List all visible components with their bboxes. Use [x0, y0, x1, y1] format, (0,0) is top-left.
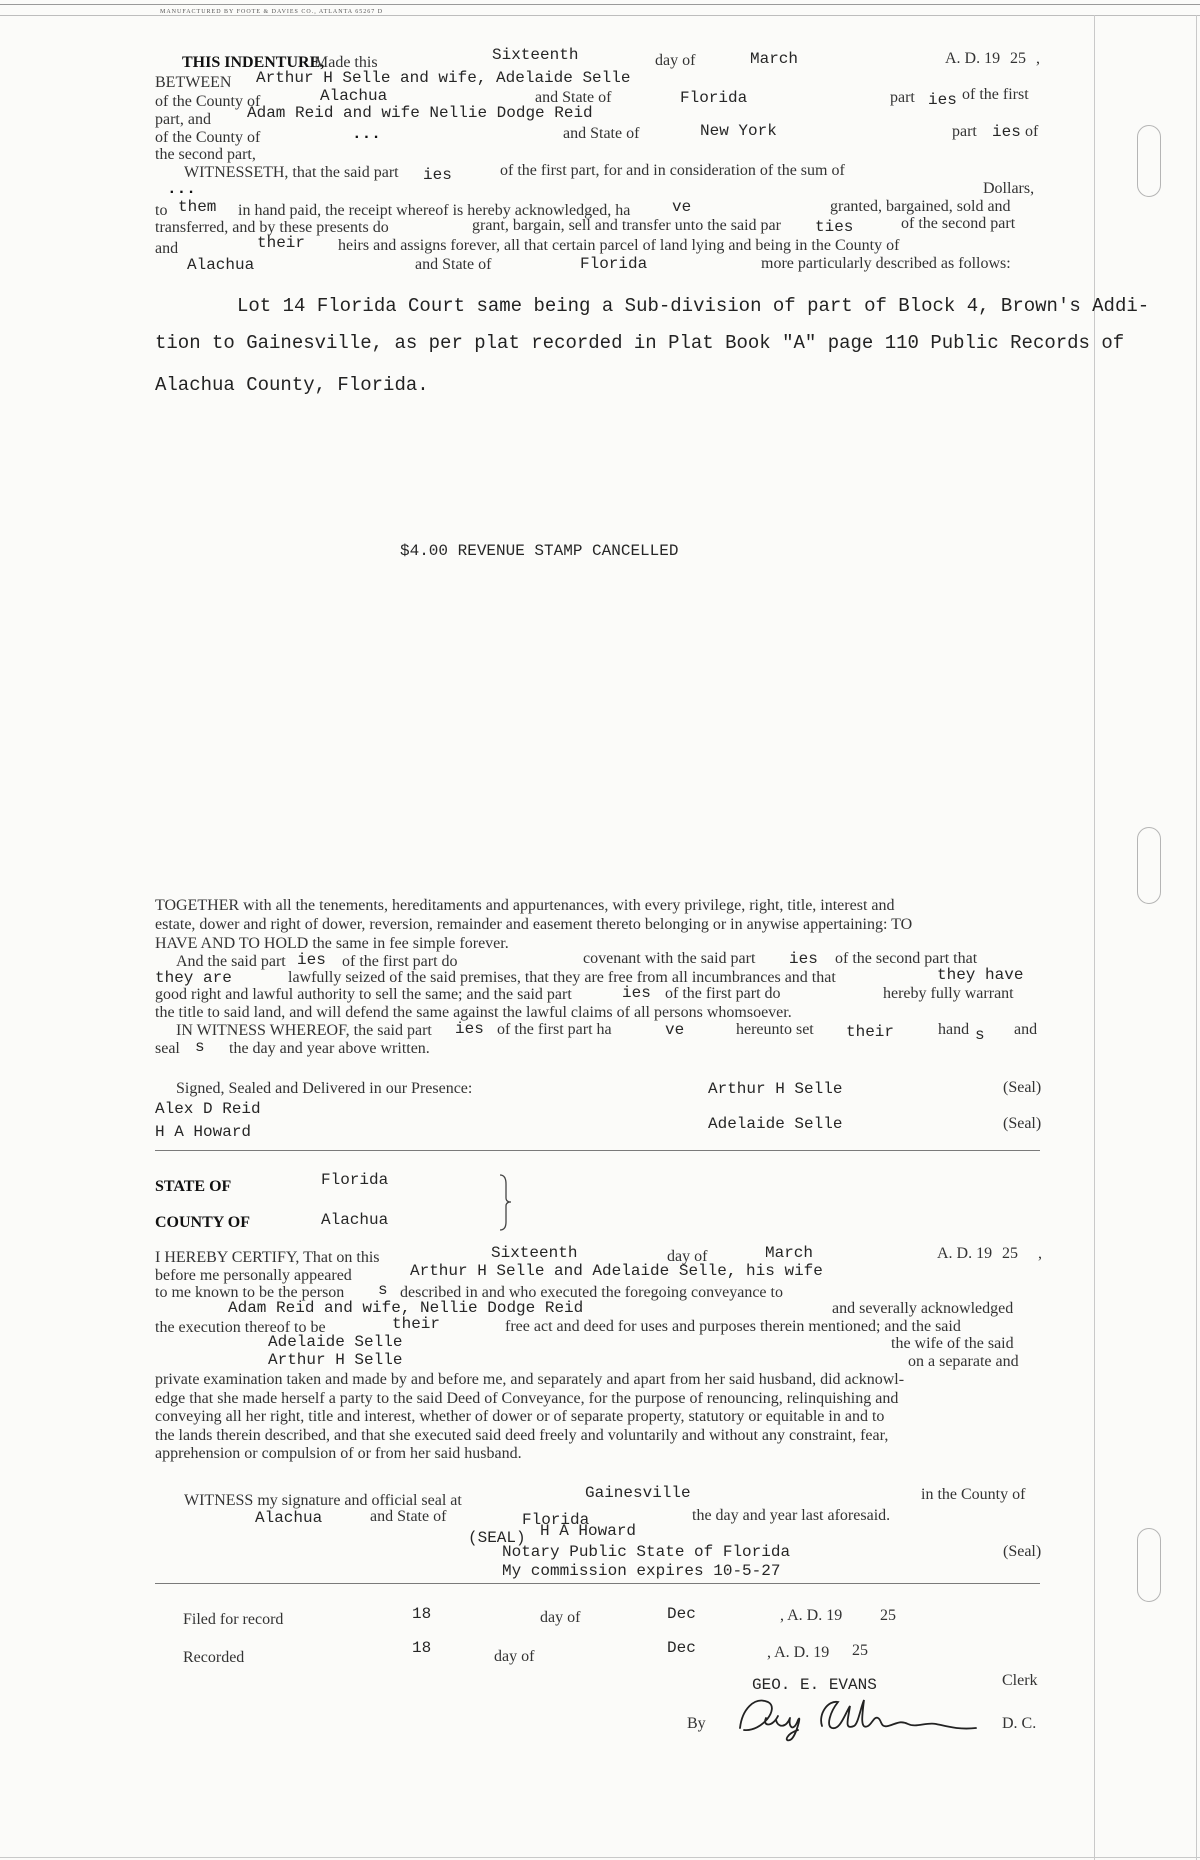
- county-of-label: COUNTY OF: [155, 1214, 250, 1231]
- grantee-county-label: of the County of: [155, 129, 261, 146]
- legal-description-line-2: tion to Gainesville, as per plat recorded in Plat Book "A" page 110 Public Records of: [155, 332, 1125, 354]
- month-value: March: [750, 50, 799, 68]
- ack-county-value: Alachua: [321, 1211, 389, 1229]
- commission-expires: My commission expires 10-5-27: [502, 1562, 781, 1580]
- their-value-2: their: [846, 1023, 895, 1041]
- notary-name: H A Howard: [540, 1522, 637, 1540]
- and-label: and: [155, 240, 179, 257]
- grantees-value: Adam Reid and wife Nellie Dodge Reid: [247, 104, 593, 122]
- filed-day-value: 18: [412, 1605, 432, 1623]
- ack-year-value: 25: [1002, 1245, 1018, 1262]
- seal-2-label: (Seal): [1003, 1115, 1042, 1132]
- ve-value: ve: [672, 198, 692, 216]
- revenue-stamp-note: $4.00 REVENUE STAMP CANCELLED: [400, 542, 679, 560]
- notary-seal-label: (Seal): [1003, 1543, 1042, 1560]
- their-value: their: [257, 234, 306, 252]
- binder-hole-bottom: [1137, 1528, 1161, 1602]
- witness-sig-label: WITNESS my signature and official seal at: [184, 1492, 462, 1509]
- ack-day-of-label: day of: [667, 1248, 708, 1265]
- day-year-last-label: the day and year last aforesaid.: [692, 1507, 891, 1524]
- filed-month-value: Dec: [667, 1605, 696, 1623]
- them-value: them: [178, 198, 217, 216]
- in-witness-b-label: of the first part ha: [497, 1021, 612, 1038]
- good-right-label: good right and lawful authority to sell the same; and the said part: [155, 986, 572, 1003]
- private-line-2: edge that she made herself a party to the said Deed of Conveyance, for the purpose of renouncing, relinquishing and: [155, 1390, 899, 1407]
- comma: ,: [1036, 50, 1040, 67]
- covenant-d: of the second part that: [835, 950, 978, 967]
- clerk-name: GEO. E. EVANS: [752, 1676, 877, 1694]
- person-s-value: s: [378, 1281, 388, 1299]
- heirs-assigns-label: heirs and assigns forever, all that certain parcel of land lying and being in the County of: [338, 237, 900, 254]
- filed-ad-label: , A. D. 19: [780, 1607, 843, 1624]
- recorded-ad-label: , A. D. 19: [767, 1644, 830, 1661]
- seal-s-value: s: [195, 1038, 205, 1056]
- section-divider-2: [155, 1583, 1040, 1584]
- dollars-label: Dollars,: [983, 180, 1035, 197]
- together-line-1: TOGETHER with all the tenements, hereditaments and appurtenances, with every privilege, right, title, interest and: [155, 897, 895, 914]
- ies-2: ies: [992, 123, 1021, 141]
- grant-bargain-label: grant, bargain, sell and transfer unto the said par: [472, 217, 781, 234]
- second-part-label: the second part,: [155, 146, 256, 163]
- husband-name-value: Arthur H Selle: [268, 1351, 403, 1369]
- consideration-label: of the first part, for and in consideration of the sum of: [500, 162, 845, 179]
- their-ack-value: their: [392, 1315, 441, 1333]
- ies-4: ies: [297, 951, 326, 969]
- recorded-label: Recorded: [183, 1649, 245, 1666]
- ack-day-value: Sixteenth: [491, 1244, 578, 1262]
- indenture-heading: THIS INDENTURE,: [182, 54, 325, 71]
- recorded-day-of-label: day of: [494, 1648, 535, 1665]
- grantee-state-value: New York: [700, 122, 777, 140]
- legal-description-line-3: Alachua County, Florida.: [155, 374, 429, 396]
- ack-ad-label: A. D. 19: [937, 1245, 993, 1262]
- ad-label: A. D. 19: [945, 50, 1001, 67]
- ies-7: ies: [455, 1020, 484, 1038]
- witness-2-name: H A Howard: [155, 1123, 252, 1141]
- ies-5: ies: [789, 950, 818, 968]
- right-edge-line: [1196, 15, 1197, 1860]
- hand-label: hand: [938, 1021, 970, 1038]
- witness-state-label: and State of: [370, 1508, 447, 1525]
- granted-label: granted, bargained, sold and: [830, 198, 1011, 215]
- to-label: to: [155, 202, 168, 219]
- together-line-3: HAVE AND TO HOLD the same in fee simple forever.: [155, 935, 509, 952]
- signer-1-name: Arthur H Selle: [708, 1080, 843, 1098]
- hereby-certify-label: I HEREBY CERTIFY, That on this: [155, 1249, 380, 1266]
- transferred-label: transferred, and by these presents do: [155, 219, 389, 236]
- manufacturer-line: MANUFACTURED BY FOOTE & DAVIES CO., ATLANTA 65267 D: [160, 9, 384, 15]
- ies-6: ies: [622, 984, 651, 1002]
- grantor-county-value: Alachua: [320, 87, 388, 105]
- grantor-county-label: of the County of: [155, 93, 261, 110]
- covenant-a: And the said part: [176, 953, 286, 970]
- recorded-month-value: Dec: [667, 1639, 696, 1657]
- section-divider-1: [155, 1150, 1040, 1151]
- filed-day-of-label: day of: [540, 1609, 581, 1626]
- part-label-2: part: [952, 123, 977, 140]
- grantee-state-label: and State of: [563, 125, 640, 142]
- ies-1: ies: [928, 91, 957, 109]
- brace: [496, 1172, 516, 1232]
- day-value: Sixteenth: [492, 46, 579, 64]
- known-to-me-label: to me known to be the person: [155, 1284, 345, 1301]
- right-margin-line: [1094, 15, 1095, 1860]
- of-first-label: of the first: [962, 86, 1029, 103]
- ties-value: ties: [815, 218, 854, 236]
- title-line: the title to said land, and will defend the same against the lawful claims of all persons whomsoever.: [155, 1004, 792, 1021]
- together-line-2: estate, dower and right of dower, reversion, remainder and easement thereto belonging or in anywise appertaining: TO: [155, 916, 913, 933]
- execution-label: the execution thereof to be: [155, 1319, 326, 1336]
- they-have-value: they have: [937, 966, 1024, 984]
- grantors-value: Arthur H Selle and wife, Adelaide Selle: [256, 69, 631, 87]
- grantee-county-value: ...: [352, 125, 381, 143]
- top-rule: [0, 15, 1200, 16]
- good-right-b-label: of the first part do: [665, 985, 781, 1002]
- free-act-label: free act and deed for uses and purposes therein mentioned; and the said: [505, 1318, 961, 1335]
- day-year-label: the day and year above written.: [229, 1040, 430, 1057]
- witnesseth-label: WITNESSETH, that the said part: [184, 164, 399, 181]
- appeared-value: Arthur H Selle and Adelaide Selle, his wife: [410, 1262, 823, 1280]
- before-me-label: before me personally appeared: [155, 1267, 352, 1284]
- binder-hole-top: [1137, 125, 1161, 197]
- conveyed-to-value: Adam Reid and wife, Nellie Dodge Reid: [228, 1299, 584, 1317]
- year-value: 25: [1010, 50, 1026, 67]
- ve-value-2: ve: [665, 1021, 685, 1039]
- separate-label: on a separate and: [908, 1353, 1019, 1370]
- day-of-label: day of: [655, 52, 696, 69]
- clerk-label: Clerk: [1002, 1672, 1038, 1689]
- ack-comma: ,: [1038, 1245, 1042, 1262]
- filed-label: Filed for record: [183, 1611, 284, 1628]
- part-and-label: part, and: [155, 111, 211, 128]
- binder-hole-middle: [1137, 827, 1161, 904]
- sum-value: ...: [167, 180, 196, 198]
- witness-county-value: Alachua: [255, 1509, 323, 1527]
- legal-description-line-1: Lot 14 Florida Court same being a Sub-division of part of Block 4, Brown's Addi-: [237, 295, 1150, 317]
- private-line-3: conveying all her right, title and interest, whether of dower or of separate property, statutory or equitable in and to: [155, 1408, 885, 1425]
- in-witness-label: IN WITNESS WHEREOF, the said part: [176, 1022, 432, 1039]
- hand-s-value: s: [975, 1026, 985, 1044]
- recorded-day-value: 18: [412, 1639, 432, 1657]
- private-line-4: the lands therein described, and that she executed said deed freely and voluntarily and without any constraint, fear,: [155, 1427, 889, 1444]
- lawfully-label: lawfully seized of the said premises, that they are free from all incumbrances and that: [288, 969, 836, 986]
- signed-sealed-label: Signed, Sealed and Delivered in our Presence:: [176, 1080, 473, 1097]
- they-are-value: they are: [155, 969, 232, 987]
- land-state-label: and State of: [415, 256, 492, 273]
- severally-label: and severally acknowledged: [832, 1300, 1014, 1317]
- hereunto-label: hereunto set: [736, 1021, 814, 1038]
- bottom-edge: [0, 1857, 1200, 1858]
- ack-state-value: Florida: [321, 1171, 389, 1189]
- seal-label-text: seal: [155, 1040, 180, 1057]
- witness-city-value: Gainesville: [585, 1484, 691, 1502]
- private-line-1: private examination taken and made by and before me, and separately and apart from her said husband, did acknowl-: [155, 1371, 905, 1388]
- of-second-part-label: of the second part: [901, 215, 1016, 232]
- wife-name-value: Adelaide Selle: [268, 1333, 403, 1351]
- wife-of-label: the wife of the said: [891, 1335, 1014, 1352]
- covenant-c: covenant with the said part: [583, 950, 756, 967]
- more-particularly-label: more particularly described as follows:: [761, 255, 1011, 272]
- described-in-label: described in and who executed the foregoing conveyance to: [400, 1284, 783, 1301]
- in-hand-paid-label: in hand paid, the receipt whereof is hereby acknowledged, ha: [238, 202, 631, 219]
- notary-title: Notary Public State of Florida: [502, 1543, 791, 1561]
- witness-1-name: Alex D Reid: [155, 1100, 261, 1118]
- private-line-5: apprehension or compulsion of or from her said husband.: [155, 1445, 522, 1462]
- signer-2-name: Adelaide Selle: [708, 1115, 843, 1133]
- notary-seal-mark: (SEAL): [468, 1529, 526, 1547]
- grantor-state-value: Florida: [680, 89, 748, 107]
- by-label: By: [687, 1715, 706, 1732]
- of-label: of: [1025, 123, 1039, 140]
- covenant-b: of the first part do: [342, 953, 458, 970]
- top-edge: [0, 4, 1200, 5]
- made-this-label: Made this: [314, 54, 378, 71]
- filed-year-value: 25: [880, 1607, 896, 1624]
- ack-month-value: March: [765, 1244, 814, 1262]
- hereby-warrant-label: hereby fully warrant: [883, 985, 1014, 1002]
- land-state-value: Florida: [580, 255, 648, 273]
- seal-1-label: (Seal): [1003, 1079, 1042, 1096]
- part-label-1: part: [890, 89, 915, 106]
- ies-3: ies: [423, 166, 452, 184]
- recorded-year-value: 25: [852, 1642, 868, 1659]
- dc-label: D. C.: [1002, 1715, 1037, 1732]
- grantor-state-label: and State of: [535, 89, 612, 106]
- witness-state-value: Florida: [522, 1511, 590, 1529]
- in-county-of-label: in the County of: [921, 1486, 1026, 1503]
- state-of-label: STATE OF: [155, 1178, 232, 1195]
- and-label-2: and: [1014, 1021, 1038, 1038]
- between-label: BETWEEN: [155, 74, 232, 91]
- deputy-clerk-signature: [732, 1690, 982, 1745]
- land-county-value: Alachua: [187, 256, 255, 274]
